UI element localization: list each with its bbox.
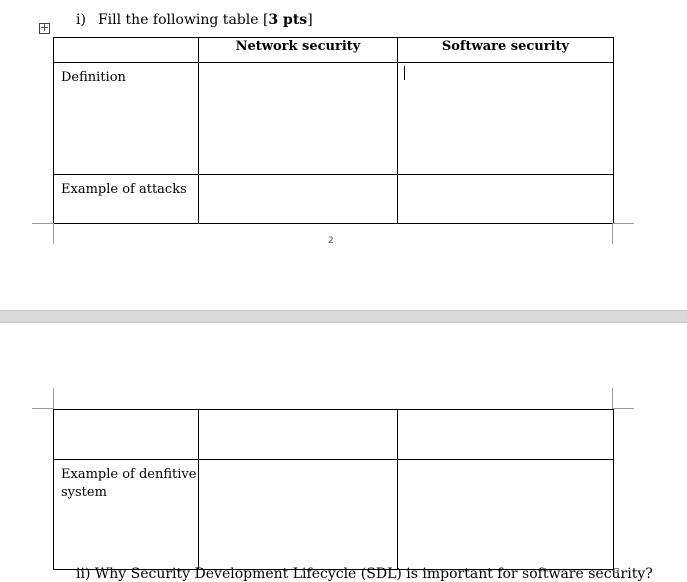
row-label-example-of-denfitive-system[interactable]: Example of denfitive system [54,460,199,570]
next-question: ii) Why Security Development Lifecycle (SDL) is important for software security? [76,566,653,582]
cell-definition-software[interactable] [398,63,614,175]
table-row [54,410,614,460]
question-number: i) [76,12,86,28]
cell-attacks-network[interactable] [199,175,398,224]
row-label-empty[interactable] [54,410,199,460]
crop-mark [612,388,613,409]
page-number: 2 [328,236,334,246]
table-row [54,63,614,175]
crop-mark [613,223,634,224]
crop-mark [32,408,53,409]
cell-attacks-software[interactable] [398,175,614,224]
table-row [54,460,614,570]
question-text: Fill the following table [ [97,12,269,28]
crop-mark [53,388,54,409]
security-table-part-1 [53,37,614,224]
crop-mark [613,408,634,409]
crop-mark [612,223,613,244]
crop-mark [32,223,53,224]
cell-defensive-network[interactable] [199,460,398,570]
cell-empty-software[interactable] [398,410,614,460]
question-close: ] [307,12,313,28]
cell-end-marker-icon [614,568,619,573]
cell-empty-network[interactable] [199,410,398,460]
crop-mark [53,223,54,244]
row-label-definition[interactable]: Definition [54,63,199,175]
header-cell-empty[interactable] [54,38,199,63]
header-cell-software-security[interactable]: Software security [398,38,614,63]
question-i [76,12,313,28]
header-cell-network-security[interactable]: Network security [199,38,398,63]
page-gap [0,310,687,323]
table-row [54,175,614,224]
question-points: 3 pts [268,12,308,28]
table-move-handle-icon[interactable]: + [40,21,50,34]
security-table-part-2 [53,409,614,570]
row-label-example-of-attacks[interactable]: Example of attacks [54,175,199,224]
text-cursor-icon [404,66,405,80]
table-header-row [54,38,614,63]
cell-definition-network[interactable] [199,63,398,175]
cell-defensive-software[interactable] [398,460,614,570]
